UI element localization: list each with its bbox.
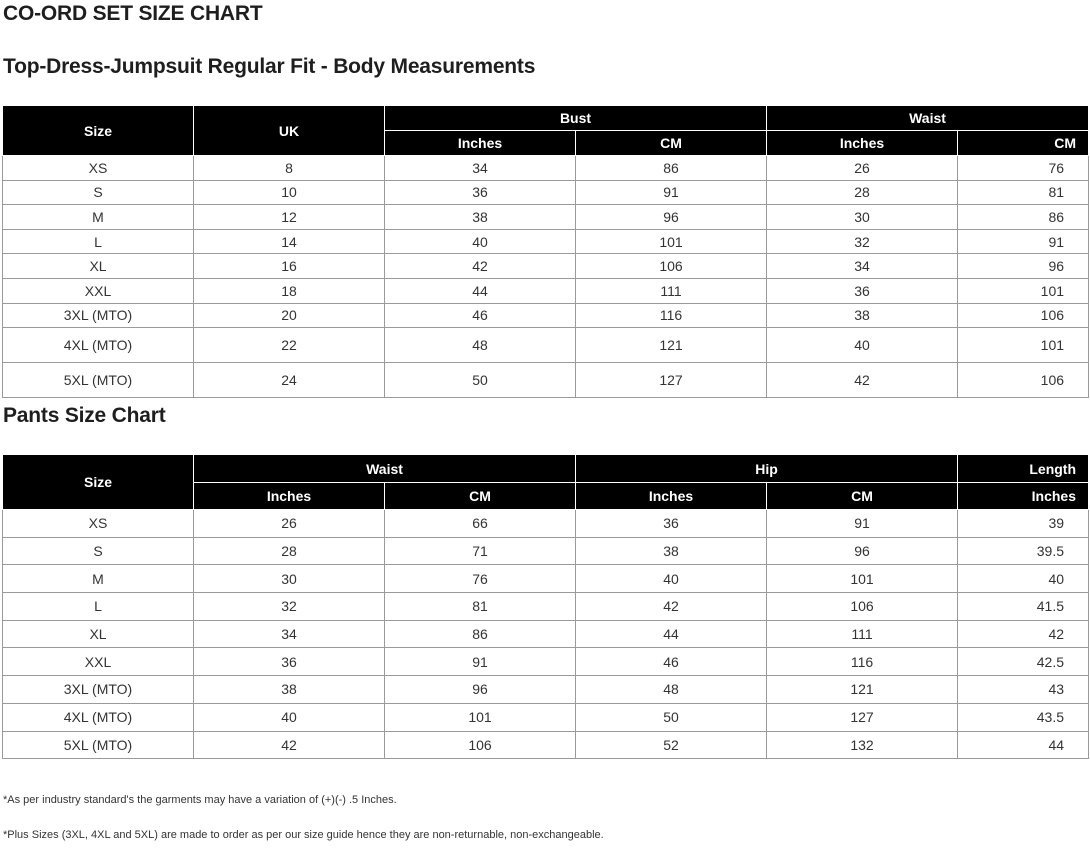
waist-header: Waist bbox=[767, 106, 1089, 131]
bust-cm-header: CM bbox=[576, 131, 767, 156]
table-cell: 71 bbox=[385, 537, 576, 565]
table-cell: 86 bbox=[958, 205, 1089, 230]
table-cell: 32 bbox=[194, 593, 385, 621]
table-cell: 30 bbox=[767, 205, 958, 230]
table-cell: 38 bbox=[385, 205, 576, 230]
table-cell: 39 bbox=[958, 510, 1089, 538]
table-cell: 3XL (MTO) bbox=[3, 676, 194, 704]
table-cell: 40 bbox=[958, 565, 1089, 593]
table-row bbox=[3, 156, 1089, 181]
table-cell: 38 bbox=[576, 537, 767, 565]
table-cell: 24 bbox=[194, 363, 385, 398]
table-cell: 101 bbox=[385, 703, 576, 731]
table-cell: 14 bbox=[194, 229, 385, 254]
table-cell: 20 bbox=[194, 303, 385, 328]
table-cell: 3XL (MTO) bbox=[3, 303, 194, 328]
table-cell: 36 bbox=[576, 510, 767, 538]
table-cell: 106 bbox=[385, 731, 576, 759]
table-cell: S bbox=[3, 537, 194, 565]
table-cell: 46 bbox=[385, 303, 576, 328]
uk-header: UK bbox=[194, 106, 385, 156]
table-cell: 41.5 bbox=[958, 593, 1089, 621]
table-cell: 42 bbox=[194, 731, 385, 759]
table-cell: 116 bbox=[576, 303, 767, 328]
table-cell: 86 bbox=[576, 156, 767, 181]
table-cell: 86 bbox=[385, 620, 576, 648]
top-dress-jumpsuit-heading: Top-Dress-Jumpsuit Regular Fit - Body Measurements bbox=[3, 55, 536, 78]
table-cell: 34 bbox=[194, 620, 385, 648]
table-cell: 40 bbox=[767, 328, 958, 363]
table-cell: 48 bbox=[576, 676, 767, 704]
table-cell: 43.5 bbox=[958, 703, 1089, 731]
hip-inches-header: Inches bbox=[576, 483, 767, 510]
table-cell: 42 bbox=[958, 620, 1089, 648]
waist-cm-header: CM bbox=[958, 131, 1089, 156]
table-row bbox=[3, 510, 1089, 538]
table-cell: 40 bbox=[576, 565, 767, 593]
table-cell: 18 bbox=[194, 278, 385, 303]
table-cell: 5XL (MTO) bbox=[3, 731, 194, 759]
table-cell: L bbox=[3, 229, 194, 254]
table-row bbox=[3, 703, 1089, 731]
table-cell: 10 bbox=[194, 180, 385, 205]
table-cell: 121 bbox=[576, 328, 767, 363]
table-cell: 34 bbox=[767, 254, 958, 279]
bust-header: Bust bbox=[385, 106, 767, 131]
table-cell: 132 bbox=[767, 731, 958, 759]
table-cell: 101 bbox=[767, 565, 958, 593]
table-row bbox=[3, 676, 1089, 704]
table-cell: XL bbox=[3, 620, 194, 648]
table-cell: 4XL (MTO) bbox=[3, 703, 194, 731]
table-cell: 40 bbox=[385, 229, 576, 254]
table-row bbox=[3, 537, 1089, 565]
hip-cm-header: CM bbox=[767, 483, 958, 510]
table-row bbox=[3, 648, 1089, 676]
table-cell: 101 bbox=[576, 229, 767, 254]
table-cell: 76 bbox=[958, 156, 1089, 181]
table-cell: 52 bbox=[576, 731, 767, 759]
table-cell: 81 bbox=[958, 180, 1089, 205]
table-cell: 101 bbox=[958, 328, 1089, 363]
table-cell: 22 bbox=[194, 328, 385, 363]
length-header: Length bbox=[958, 455, 1089, 483]
table-cell: 36 bbox=[767, 278, 958, 303]
table-row bbox=[3, 565, 1089, 593]
table-cell: 40 bbox=[194, 703, 385, 731]
table-cell: 42.5 bbox=[958, 648, 1089, 676]
table-cell: 91 bbox=[767, 510, 958, 538]
table-cell: 44 bbox=[576, 620, 767, 648]
table-cell: 127 bbox=[767, 703, 958, 731]
table-cell: 106 bbox=[958, 303, 1089, 328]
table-cell: 50 bbox=[576, 703, 767, 731]
table-cell: M bbox=[3, 565, 194, 593]
table-cell: 50 bbox=[385, 363, 576, 398]
size-header: Size bbox=[3, 106, 194, 156]
waist-header: Waist bbox=[194, 455, 576, 483]
table-row bbox=[3, 303, 1089, 328]
table-cell: 96 bbox=[576, 205, 767, 230]
table-cell: 96 bbox=[958, 254, 1089, 279]
table-row bbox=[3, 328, 1089, 363]
length-inches-header: Inches bbox=[958, 483, 1089, 510]
table-cell: XXL bbox=[3, 278, 194, 303]
table-row bbox=[3, 593, 1089, 621]
hip-header: Hip bbox=[576, 455, 958, 483]
table-cell: 111 bbox=[576, 278, 767, 303]
table-row bbox=[3, 363, 1089, 398]
table-cell: 96 bbox=[385, 676, 576, 704]
table-cell: 42 bbox=[576, 593, 767, 621]
table-cell: 106 bbox=[767, 593, 958, 621]
plus-size-note: *Plus Sizes (3XL, 4XL and 5XL) are made to order as per our size guide hence they are non-returnable, non-exchangeable. bbox=[3, 829, 604, 841]
table-row bbox=[3, 205, 1089, 230]
table-cell: 36 bbox=[194, 648, 385, 676]
page-title: CO-ORD SET SIZE CHART bbox=[3, 2, 263, 25]
table-row bbox=[3, 620, 1089, 648]
table-cell: 16 bbox=[194, 254, 385, 279]
table-cell: 42 bbox=[767, 363, 958, 398]
pants-size-table bbox=[2, 454, 1089, 759]
table-cell: 28 bbox=[194, 537, 385, 565]
table-cell: 91 bbox=[385, 648, 576, 676]
table-cell: 39.5 bbox=[958, 537, 1089, 565]
table-cell: 81 bbox=[385, 593, 576, 621]
table-cell: 44 bbox=[958, 731, 1089, 759]
table-cell: 38 bbox=[767, 303, 958, 328]
table-cell: S bbox=[3, 180, 194, 205]
table-cell: 91 bbox=[958, 229, 1089, 254]
table-cell: 121 bbox=[767, 676, 958, 704]
pants-heading: Pants Size Chart bbox=[3, 404, 166, 427]
table-cell: 42 bbox=[385, 254, 576, 279]
bust-inches-header: Inches bbox=[385, 131, 576, 156]
table-row bbox=[3, 254, 1089, 279]
table-cell: 76 bbox=[385, 565, 576, 593]
table-row bbox=[3, 278, 1089, 303]
table-cell: 43 bbox=[958, 676, 1089, 704]
table-cell: 26 bbox=[194, 510, 385, 538]
table-cell: 12 bbox=[194, 205, 385, 230]
table-cell: 106 bbox=[576, 254, 767, 279]
table-cell: 8 bbox=[194, 156, 385, 181]
table-row bbox=[3, 731, 1089, 759]
table-cell: 48 bbox=[385, 328, 576, 363]
table-row bbox=[3, 229, 1089, 254]
table-cell: 46 bbox=[576, 648, 767, 676]
table-cell: XS bbox=[3, 156, 194, 181]
table-cell: 5XL (MTO) bbox=[3, 363, 194, 398]
waist-inches-header: Inches bbox=[767, 131, 958, 156]
table-cell: 96 bbox=[767, 537, 958, 565]
size-header: Size bbox=[3, 455, 194, 510]
waist-cm-header: CM bbox=[385, 483, 576, 510]
table-cell: 111 bbox=[767, 620, 958, 648]
table-cell: 34 bbox=[385, 156, 576, 181]
table-cell: 127 bbox=[576, 363, 767, 398]
table-cell: 38 bbox=[194, 676, 385, 704]
table-cell: 91 bbox=[576, 180, 767, 205]
table-cell: XXL bbox=[3, 648, 194, 676]
table-cell: 36 bbox=[385, 180, 576, 205]
table-cell: XL bbox=[3, 254, 194, 279]
table-cell: 4XL (MTO) bbox=[3, 328, 194, 363]
table-cell: L bbox=[3, 593, 194, 621]
table-cell: M bbox=[3, 205, 194, 230]
table-cell: 116 bbox=[767, 648, 958, 676]
variation-note: *As per industry standard's the garments may have a variation of (+)(-) .5 Inches. bbox=[3, 794, 397, 806]
table-cell: 26 bbox=[767, 156, 958, 181]
waist-inches-header: Inches bbox=[194, 483, 385, 510]
table-row bbox=[3, 180, 1089, 205]
table-cell: 28 bbox=[767, 180, 958, 205]
table-cell: 66 bbox=[385, 510, 576, 538]
body-measurements-table bbox=[2, 105, 1089, 398]
table-cell: XS bbox=[3, 510, 194, 538]
table-cell: 30 bbox=[194, 565, 385, 593]
table-cell: 106 bbox=[958, 363, 1089, 398]
table-cell: 44 bbox=[385, 278, 576, 303]
table-cell: 32 bbox=[767, 229, 958, 254]
table-cell: 101 bbox=[958, 278, 1089, 303]
